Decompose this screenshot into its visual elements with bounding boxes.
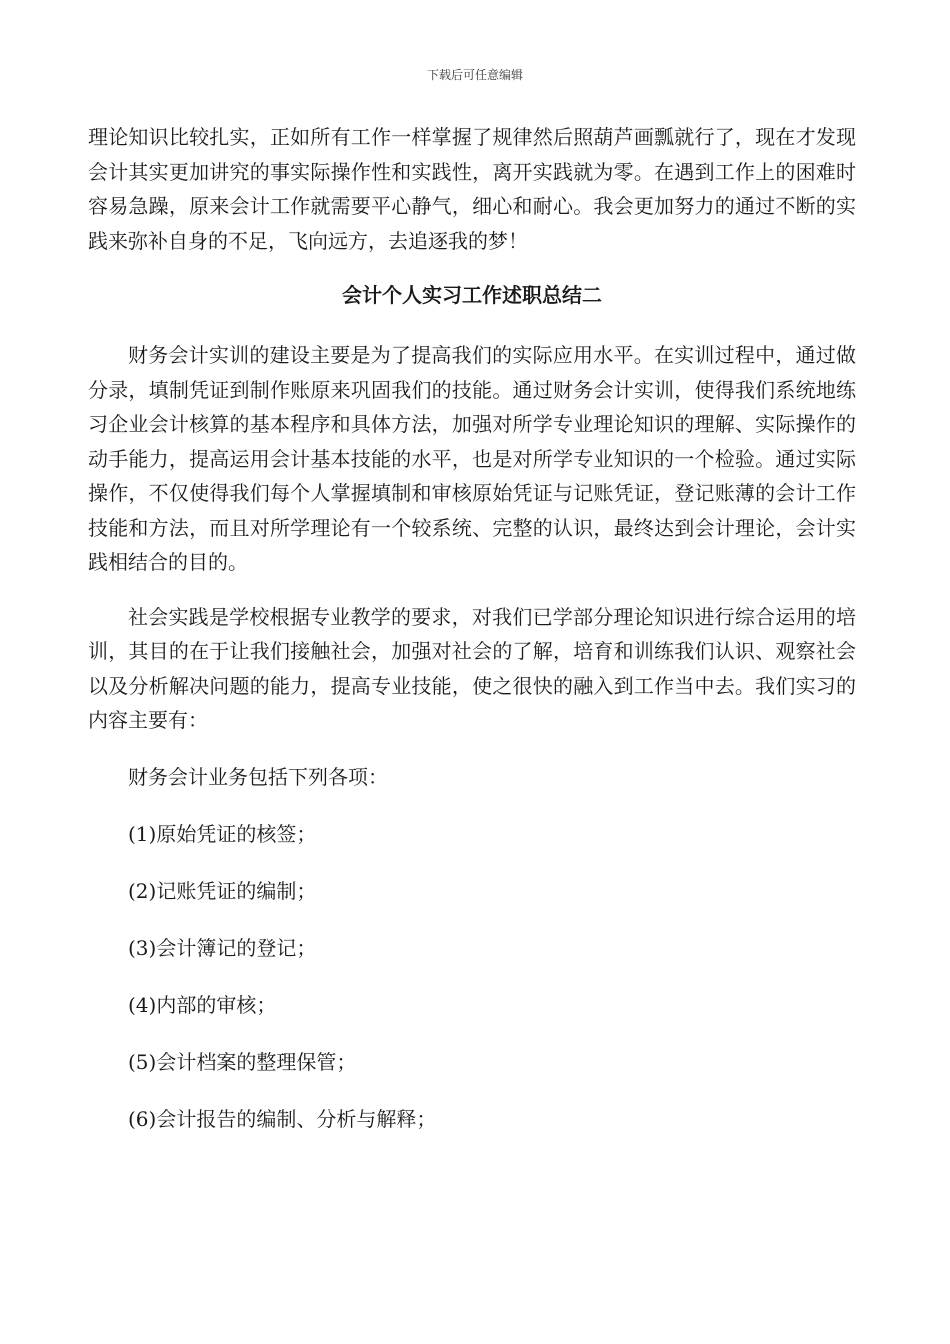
list-item: (4)内部的审核； xyxy=(128,993,277,1017)
paragraph-4: 财务会计业务包括下列各项： xyxy=(128,764,388,789)
list-item: (5)会计档案的整理保管； xyxy=(128,1050,357,1074)
list-item: (1)原始凭证的核签； xyxy=(128,822,317,846)
list-item: (3)会计簿记的登记； xyxy=(128,936,317,960)
list-item: (2)记账凭证的编制； xyxy=(128,879,317,903)
document-body xyxy=(88,120,856,1136)
section-title: 会计个人实习工作述职总结二 xyxy=(342,283,602,307)
page-header: 下载后可任意编辑 xyxy=(426,68,523,82)
list-item: (6)会计报告的编制、分析与解释； xyxy=(128,1107,437,1131)
paragraph-3: 社会实践是学校根据专业教学的要求，对我们已学部分理论知识进行综合运用的培训，其目的在于让我们接触社会，加强对社会的了解，培育和训练我们认识、观察社会以及分析解决问题的能力，提高专业技能，使之很快的融入到工作当中去。我们实习的内容主要有： xyxy=(88,604,856,732)
paragraph-1: 理论知识比较扎实，正如所有工作一样掌握了规律然后照葫芦画瓢就行了，现在才发现会计其实更加讲究的事实际操作性和实践性，离开实践就为零。在遇到工作上的困难时容易急躁，原来会计工作就需要平心静气，细心和耐心。我会更加努力的通过不断的实践来弥补自身的不足，飞向远方，去追逐我的梦！ xyxy=(88,125,856,253)
paragraph-2: 财务会计实训的建设主要是为了提高我们的实际应用水平。在实训过程中，通过做分录，填制凭证到制作账原来巩固我们的技能。通过财务会计实训，使得我们系统地练习企业会计核算的基本程序和具体方法，加强对所学专业理论知识的理解、实际操作的动手能力，提高运用会计基本技能的水平，也是对所学专业知识的一个检验。通过实际操作，不仅使得我们每个人掌握填制和审核原始凭证与记账凭证，登记账薄的会计工作技能和方法，而且对所学理论有一个较系统、完整的认识，最终达到会计理论，会计实践相结合的目的。 xyxy=(88,343,856,574)
